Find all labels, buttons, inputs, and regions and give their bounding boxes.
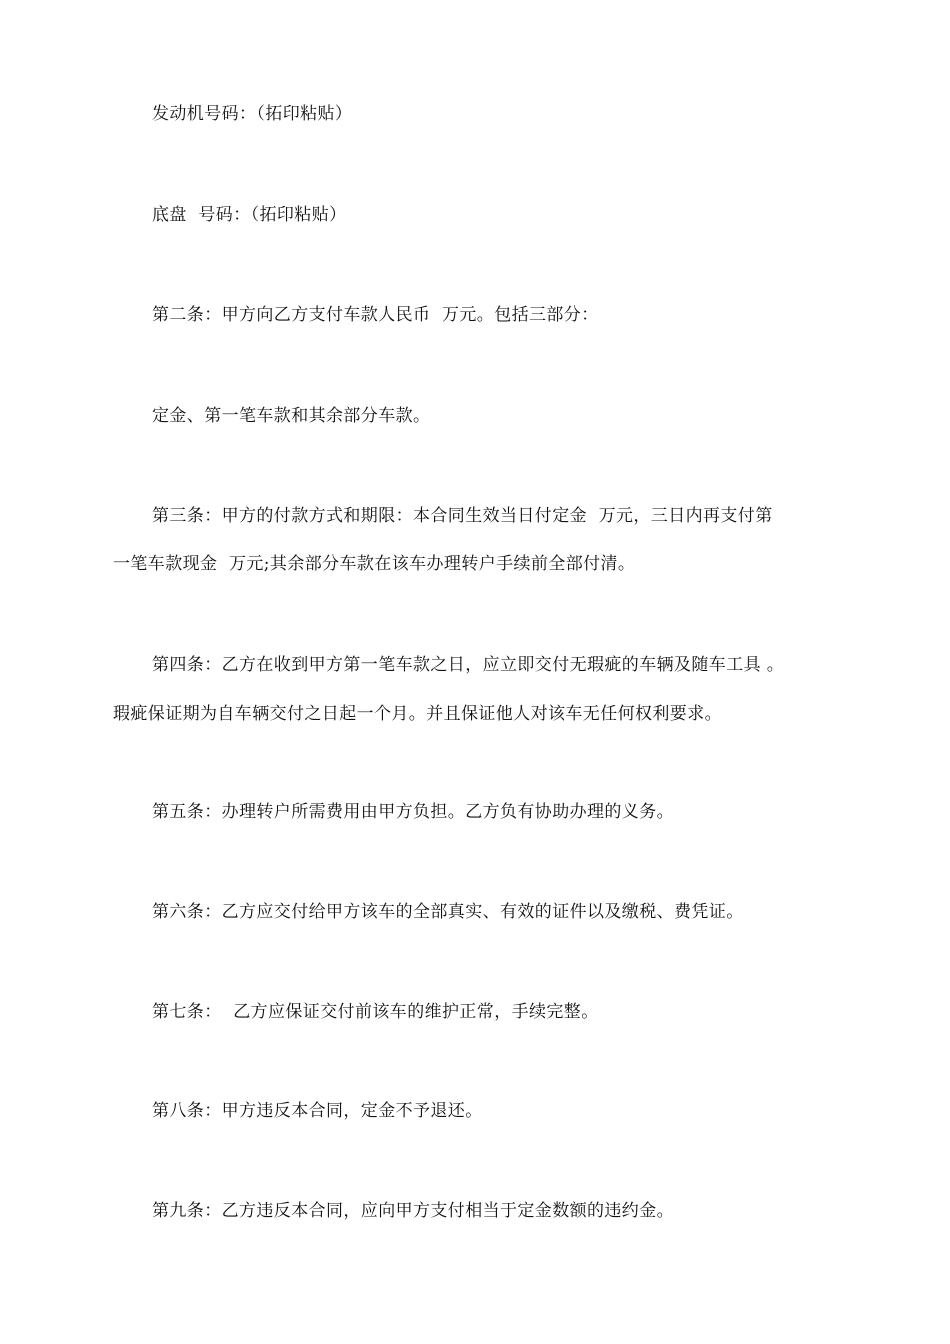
article-3-line-2: 一笔车款现金 万元;其余部分车款在该车办理转户手续前全部付清。 xyxy=(113,554,636,574)
article-2-continuation: 定金、第一笔车款和其余部分车款。 xyxy=(152,406,431,426)
article-6-line: 第六条：乙方应交付给甲方该车的全部真实、有效的证件以及缴税、费凭证。 xyxy=(152,902,744,922)
article-2-line: 第二条：甲方向乙方支付车款人民币 万元。包括三部分： xyxy=(152,305,599,325)
article-5-line: 第五条：办理转户所需费用由甲方负担。乙方负有协助办理的义务。 xyxy=(152,802,674,822)
article-4-line-1: 第四条：乙方在收到甲方第一笔车款之日，应立即交付无瑕疵的车辆及随车工具 。 xyxy=(152,655,785,675)
article-7-line: 第七条： 乙方应保证交付前该车的维护正常，手续完整。 xyxy=(152,1002,599,1022)
article-9-line: 第九条：乙方违反本合同，应向甲方支付相当于定金数额的违约金。 xyxy=(152,1201,674,1221)
engine-number-line: 发动机号码：（拓印粘贴） xyxy=(152,104,353,124)
chassis-number-line: 底盘 号码：（拓印粘贴） xyxy=(152,205,347,225)
article-8-line: 第八条：甲方违反本合同，定金不予退还。 xyxy=(152,1101,483,1121)
article-4-line-2: 瑕疵保证期为自车辆交付之日起一个月。并且保证他人对该车无任何权利要求。 xyxy=(113,704,722,724)
article-3-line-1: 第三条：甲方的付款方式和期限：本合同生效当日付定金 万元，三日内再支付第 xyxy=(152,506,773,526)
